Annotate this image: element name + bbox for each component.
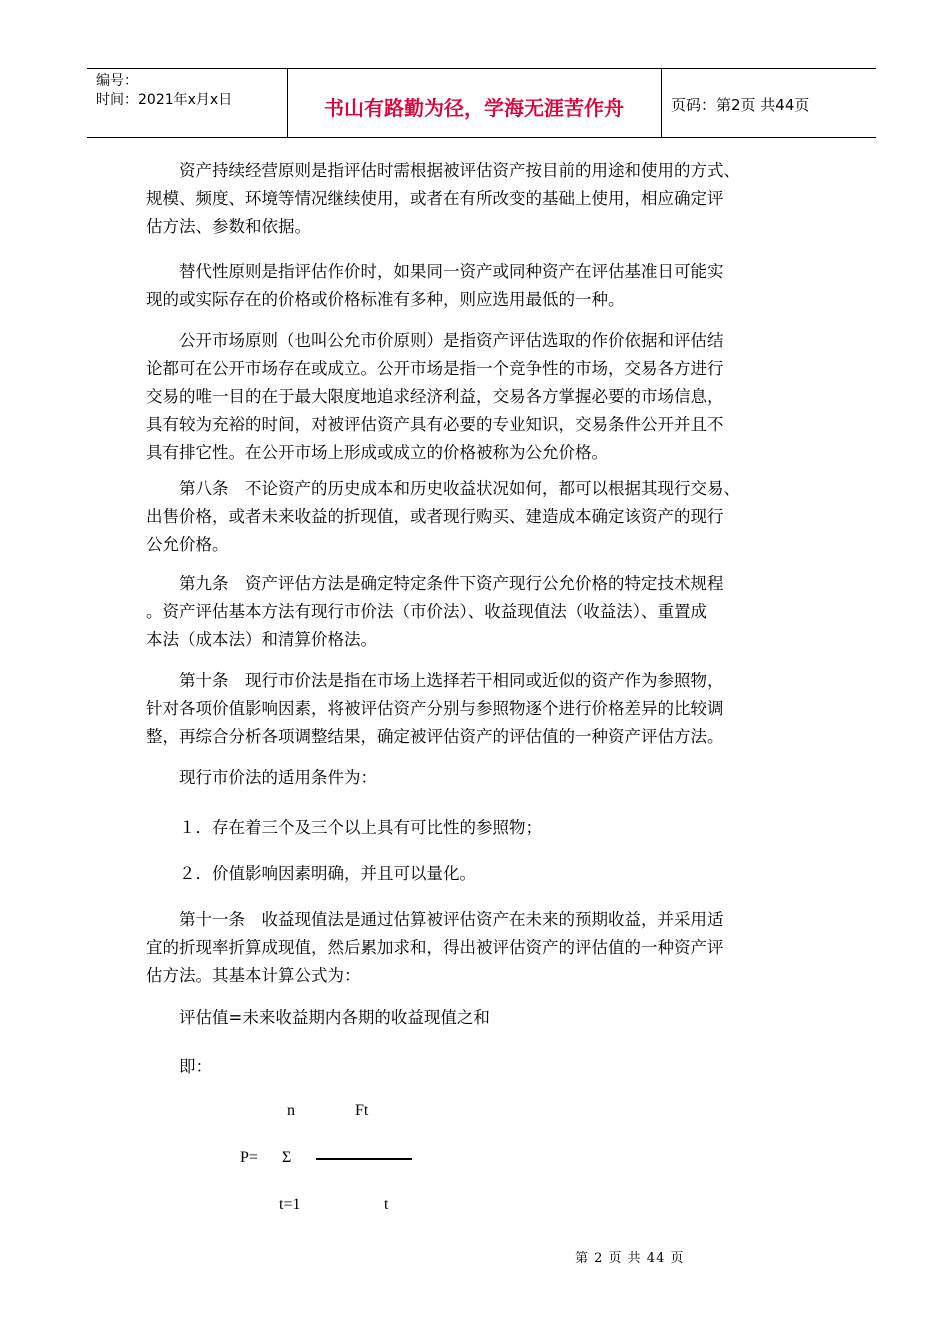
text-line: ２．价值影响因素明确，并且可以量化。	[146, 864, 476, 883]
paragraph-open-market-principle	[146, 327, 826, 467]
formula-upper-limit: n	[287, 1102, 295, 1119]
text-line: 估方法、参数和依据。	[146, 217, 311, 236]
document-number-label: 编号：	[96, 73, 138, 89]
text-line: 第十一条 收益现值法是通过估算被评估资产在未来的预期收益，并采用适	[146, 910, 724, 929]
formula-lower-limit: t=1	[279, 1196, 301, 1213]
text-line: 替代性原则是指评估作价时，如果同一资产或同种资产在评估基准日可能实	[146, 262, 724, 281]
page-footer: 第 2 页 共 44 页	[575, 1251, 685, 1266]
formula-denominator: t	[384, 1196, 389, 1213]
formula-numerator: Ft	[355, 1102, 369, 1119]
text-line: 第九条 资产评估方法是确定特定条件下资产现行公允价格的特定技术规程	[146, 574, 724, 593]
text-line: 资产持续经营原则是指评估时需根据被评估资产按目前的用途和使用的方式、	[146, 161, 740, 180]
text-line: 现的或实际存在的价格或价格标准有多种，则应选用最低的一种。	[146, 290, 625, 309]
list-item-condition-2	[146, 860, 826, 888]
text-line: 规模、频度、环境等情况继续使用，或者在有所改变的基础上使用，相应确定评	[146, 189, 724, 208]
paragraph-article-9	[146, 570, 826, 654]
header-motto-cell	[287, 69, 662, 137]
text-line: 评估值=未来收益期内各期的收益现值之和	[146, 1008, 490, 1027]
text-line: 针对各项价值影响因素，将被评估资产分别与参照物逐个进行价格差异的比较调	[146, 699, 724, 718]
document-time-label: 时间：2021年x月x日	[96, 92, 233, 108]
text-line: 。资产评估基本方法有现行市价法（市价法）、收益现值法（收益法）、重置成	[146, 602, 707, 621]
text-line: 交易的唯一目的在于最大限度地追求经济利益，交易各方掌握必要的市场信息，	[146, 387, 724, 406]
list-item-condition-1	[146, 814, 826, 842]
header-page-cell	[661, 69, 876, 137]
text-line: 具有较为充裕的时间，对被评估资产具有必要的专业知识，交易条件公开并且不	[146, 415, 724, 434]
text-line: 公开市场原则（也叫公允市价原则）是指资产评估选取的作价依据和评估结	[146, 331, 724, 350]
text-line: 即：	[146, 1057, 212, 1076]
text-line: 具有排它性。在公开市场上形成或成立的价格被称为公允价格。	[146, 443, 608, 462]
paragraph-article-8	[146, 475, 826, 559]
paragraph-applicable-conditions	[146, 764, 826, 792]
text-line: 第八条 不论资产的历史成本和历史收益状况如何，都可以根据其现行交易、	[146, 479, 740, 498]
page-header	[87, 68, 876, 138]
formula-lhs: P=	[240, 1149, 258, 1166]
text-line: 出售价格，或者未来收益的折现值，或者现行购买、建造成本确定该资产的现行	[146, 507, 724, 526]
text-line: 整，再综合分析各项调整结果，确定被评估资产的评估值的一种资产评估方法。	[146, 727, 724, 746]
header-info-cell	[87, 69, 288, 137]
text-line: 本法（成本法）和清算价格法。	[146, 630, 377, 649]
paragraph-namely	[146, 1053, 826, 1081]
paragraph-continuity-principle	[146, 157, 826, 241]
paragraph-article-10	[146, 667, 826, 751]
text-line: 现行市价法的适用条件为：	[146, 768, 377, 787]
paragraph-substitution-principle	[146, 258, 826, 314]
formula-fraction-bar	[316, 1158, 412, 1160]
text-line: 论都可在公开市场存在或成立。公开市场是指一个竞争性的市场，交易各方进行	[146, 359, 724, 378]
text-line: 公允价格。	[146, 535, 229, 554]
paragraph-valuation-definition	[146, 1004, 826, 1032]
text-line: １．存在着三个及三个以上具有可比性的参照物；	[146, 818, 542, 837]
text-line: 宜的折现率折算成现值，然后累加求和，得出被评估资产的评估值的一种资产评	[146, 938, 724, 957]
paragraph-article-11	[146, 906, 826, 990]
header-motto: 书山有路勤为径，学海无涯苦作舟	[324, 96, 624, 120]
formula-sigma: Σ	[282, 1149, 292, 1166]
header-page-number: 页码：第2页 共44页	[671, 96, 810, 114]
text-line: 估方法。其基本计算公式为：	[146, 966, 361, 985]
text-line: 第十条 现行市价法是指在市场上选择若干相同或近似的资产作为参照物，	[146, 671, 724, 690]
